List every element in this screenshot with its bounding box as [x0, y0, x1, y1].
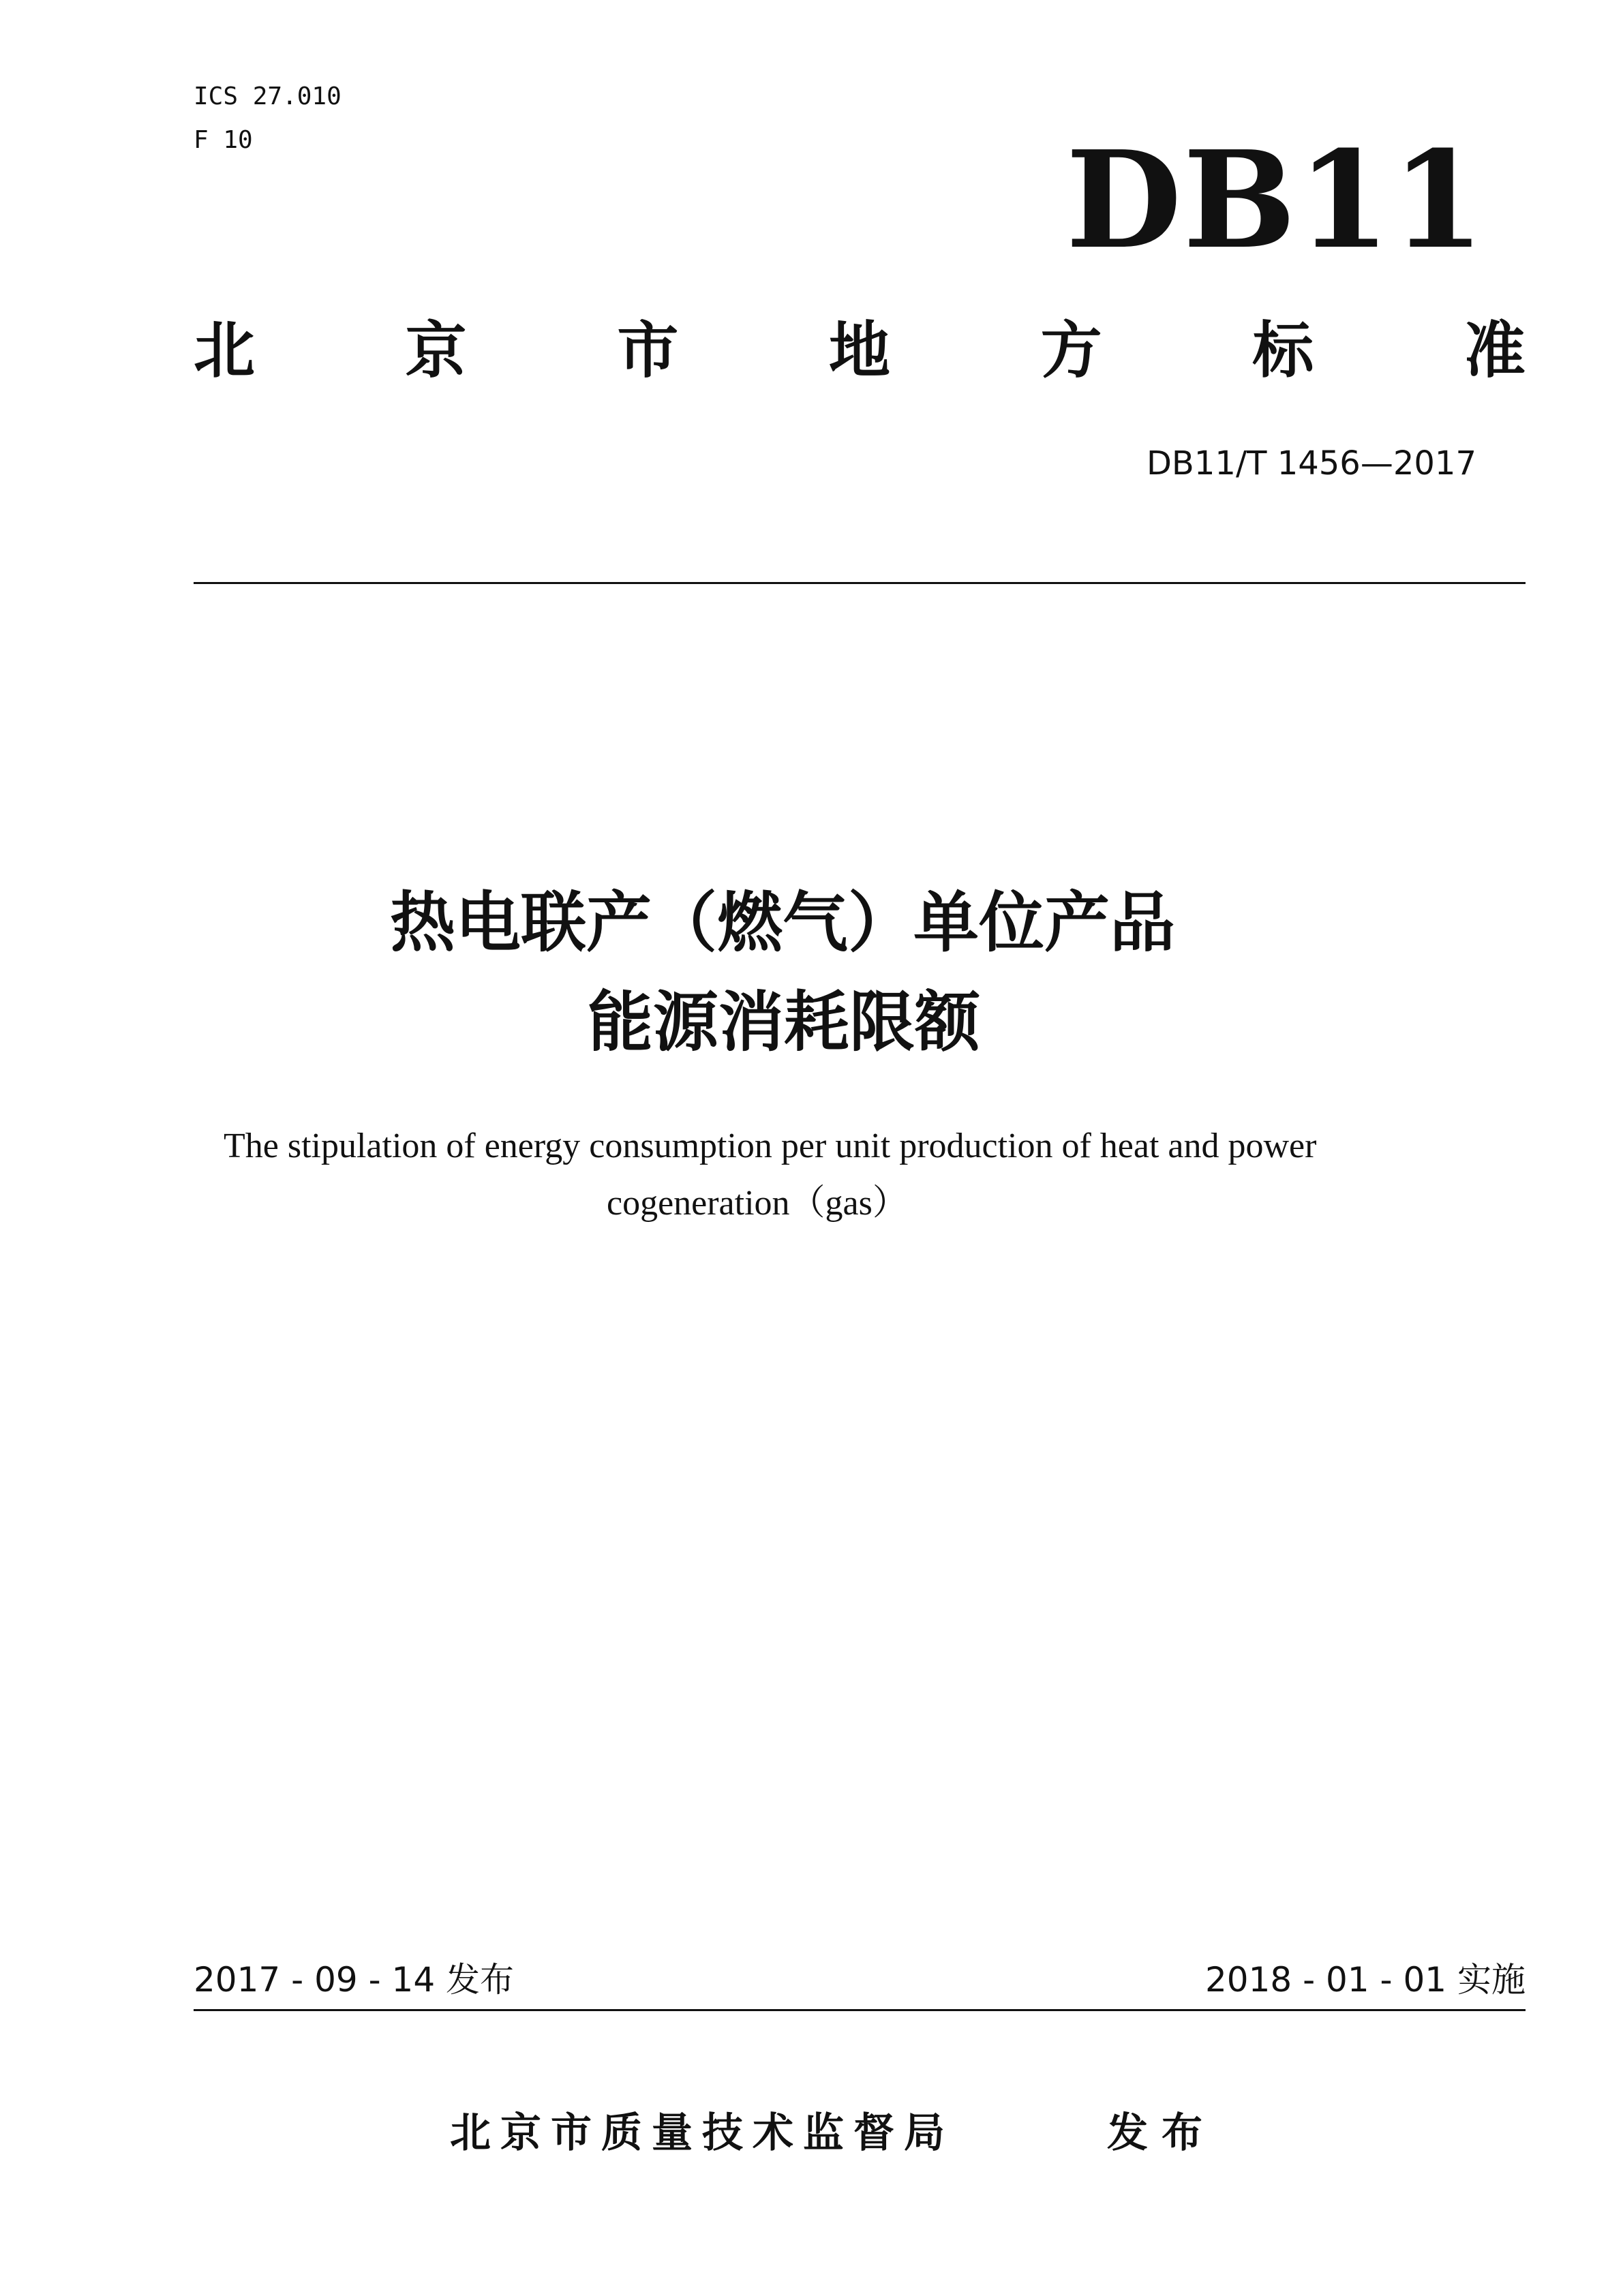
- standard-number: DB11/T 1456—2017: [1146, 444, 1476, 483]
- standard-type-char: 地: [828, 315, 890, 386]
- standard-type-char: 方: [1040, 315, 1102, 386]
- db11-logo: DB11: [1065, 122, 1486, 279]
- top-divider: [194, 582, 1526, 584]
- standard-type-char: 市: [617, 315, 679, 386]
- standard-type-char: 标: [1252, 315, 1314, 386]
- title-english-line-2: cogeneration（gas）: [607, 1184, 908, 1223]
- classification-code: F 10: [194, 126, 253, 154]
- title-chinese-line-1: 热电联产（燃气）单位产品: [390, 885, 1175, 961]
- implementation-date: 2018 - 01 - 01 实施: [1204, 1960, 1526, 2000]
- title-chinese-line-2: 能源消耗限额: [588, 984, 980, 1060]
- issue-date: 2017 - 09 - 14 发布: [194, 1960, 515, 2000]
- standard-type-char: 京: [405, 315, 467, 386]
- title-english-line-1: The stipulation of energy consumption per unit production of heat and power: [224, 1127, 1317, 1165]
- publisher-name: 北京市质量技术监督局: [450, 2109, 954, 2157]
- standard-type-heading: [194, 315, 1526, 386]
- standard-type-char: 北: [194, 315, 255, 386]
- publish-label: 发布: [1107, 2109, 1216, 2157]
- standard-type-char: 准: [1463, 315, 1526, 386]
- ics-code: ICS 27.010: [194, 82, 342, 110]
- bottom-divider: [194, 2009, 1526, 2011]
